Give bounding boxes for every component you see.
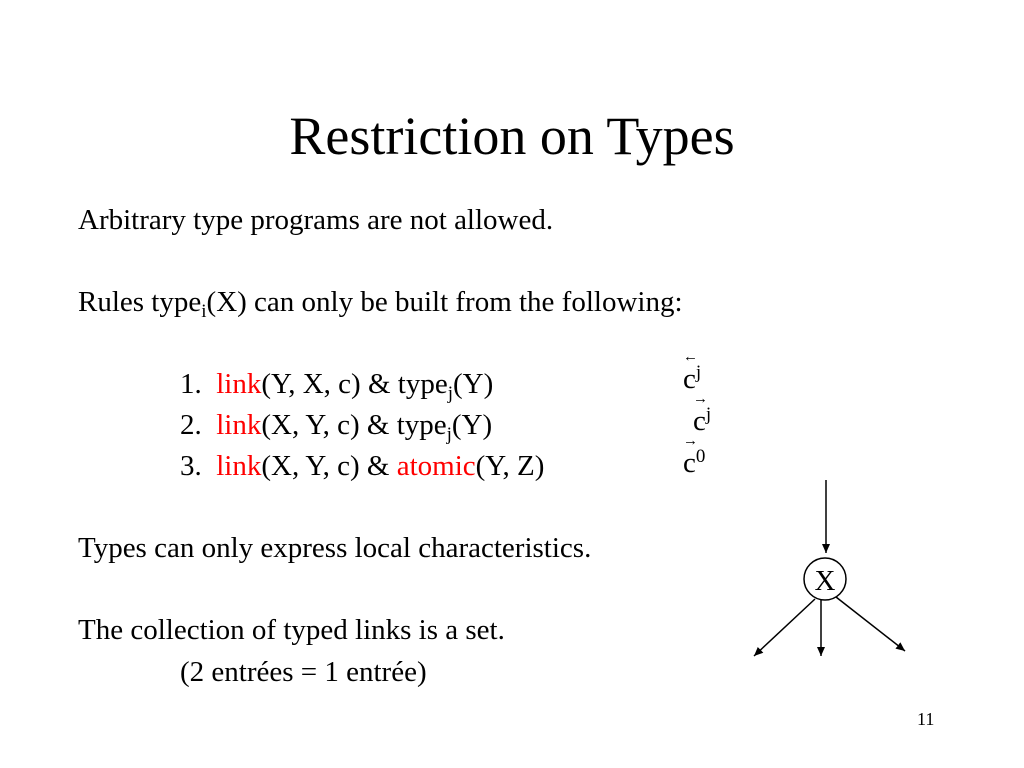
rule-2-args: (X, Y, c) & type <box>261 409 447 441</box>
rules-prefix: Rules type <box>78 286 202 318</box>
right-arrow-icon: → <box>683 433 698 449</box>
vector-1-sup: j <box>695 362 702 383</box>
node-x-label: X <box>814 565 836 597</box>
outgoing-edge-left <box>754 599 815 656</box>
rule-1-link: link <box>216 368 262 400</box>
rule-1-args: (Y, X, c) & type <box>261 368 448 400</box>
outgoing-edge-right <box>836 597 905 651</box>
rule-2-link: link <box>216 409 262 441</box>
rule-3-args: (X, Y, c) & <box>261 450 397 482</box>
rule-2-tail: (Y) <box>451 409 493 441</box>
rule-2-number: 2. <box>180 409 202 441</box>
text-local-characteristics: Types can only express local characteristics. <box>78 532 592 564</box>
rule-1-subscript: j <box>447 383 453 404</box>
vector-3-sup: 0 <box>695 446 706 467</box>
slide-title: Restriction on Types <box>289 106 735 166</box>
vector-1-base: c <box>683 363 696 395</box>
text-arbitrary-programs: Arbitrary type programs are not allowed. <box>78 204 554 236</box>
right-arrow-icon: → <box>693 391 708 407</box>
rule-1-number: 1. <box>180 368 202 400</box>
rule-1-tail: (Y) <box>452 368 494 400</box>
rules-subscript-i: i <box>201 301 207 322</box>
rule-2-subscript: j <box>446 424 452 445</box>
rule-3-link: link <box>216 450 262 482</box>
left-arrow-icon: ← <box>683 349 698 365</box>
text-typed-links-set: The collection of typed links is a set. <box>78 614 505 646</box>
vector-2-base: c <box>693 405 706 437</box>
text-set-note: (2 entrées = 1 entrée) <box>180 656 427 688</box>
vector-3-base: c <box>683 447 696 479</box>
rule-3-atomic: atomic <box>396 450 476 482</box>
rule-3-number: 3. <box>180 450 202 482</box>
page-number: 11 <box>917 709 935 729</box>
vector-2-sup: j <box>705 404 712 425</box>
rules-suffix: (X) can only be built from the following: <box>206 286 683 318</box>
rule-3-tail: (Y, Z) <box>475 450 545 482</box>
